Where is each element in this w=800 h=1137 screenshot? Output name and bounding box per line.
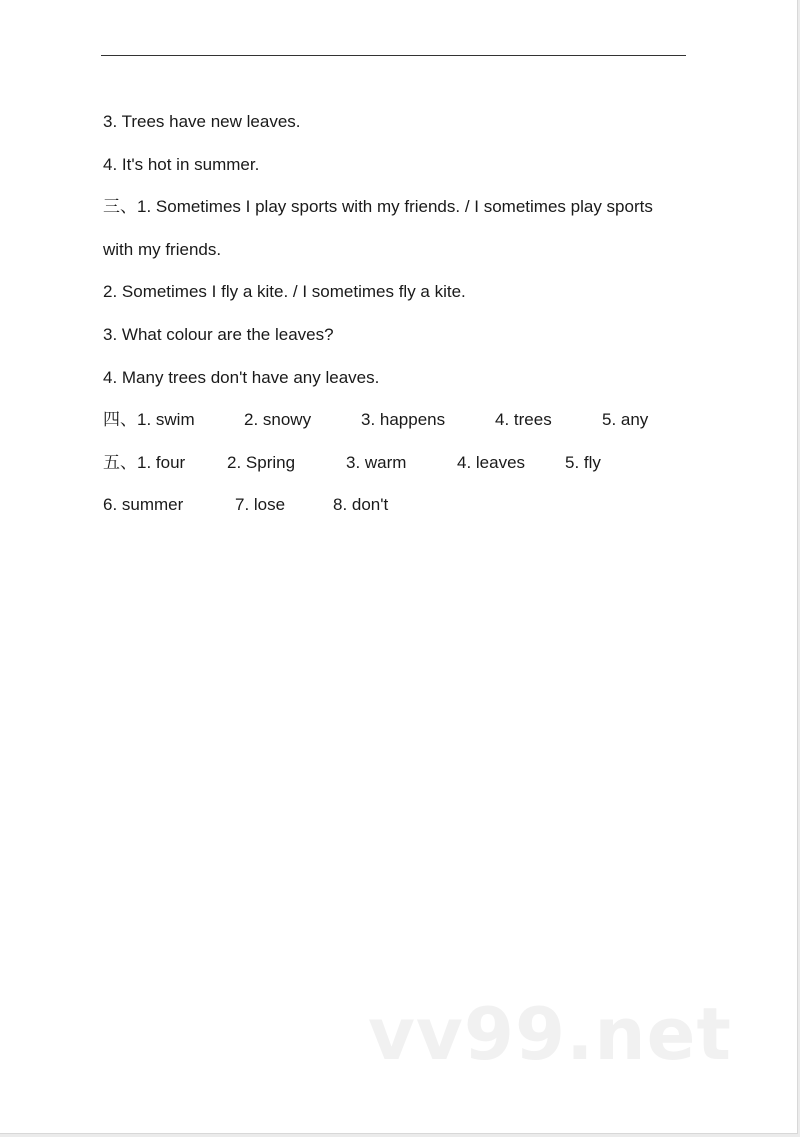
section-5-row-2 (103, 484, 703, 527)
section-5-item: 8. don't (333, 495, 389, 515)
watermark: vv99.net (368, 992, 732, 1076)
section-4-item: 5. any (602, 410, 649, 430)
section-4-item: 四、1. swim (103, 410, 195, 430)
section-5-item: 6. summer (103, 495, 184, 515)
section-4-item: 3. happens (361, 410, 446, 430)
answer-line: 3. What colour are the leaves? (103, 324, 334, 344)
section-5-item: 7. lose (235, 495, 286, 515)
section-5-item: 4. leaves (457, 452, 526, 472)
header-rule (101, 55, 686, 56)
section-5-item: 5. fly (565, 452, 601, 472)
section-5-row-1 (103, 442, 703, 485)
answer-line: 4. Many trees don't have any leaves. (103, 367, 380, 387)
answer-line: 3. Trees have new leaves. (103, 112, 301, 131)
answer-line: 4. It's hot in summer. (103, 154, 260, 174)
section-4-item: 4. trees (495, 410, 552, 430)
answer-line: 2. Sometimes I fly a kite. / I sometimes fly a kite. (103, 282, 466, 302)
section-5-item: 2. Spring (227, 452, 296, 472)
section-4-item: 2. snowy (244, 410, 312, 430)
section-5-item: 五、1. four (103, 452, 186, 472)
section-5-item: 3. warm (346, 452, 407, 472)
answer-key-content (103, 101, 703, 527)
section-4-row (103, 399, 703, 442)
answer-line: with my friends. (103, 239, 222, 259)
answer-line: 三、1. Sometimes I play sports with my friends. / I sometimes play sports (103, 197, 653, 217)
